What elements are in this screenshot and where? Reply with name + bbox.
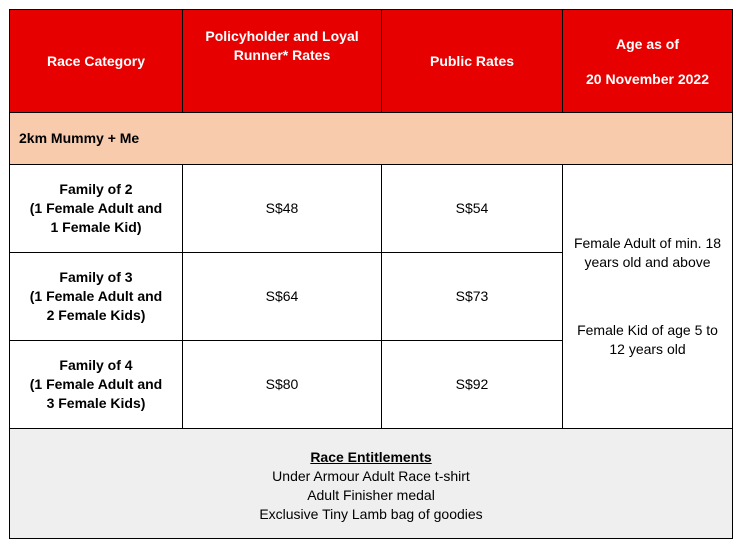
entitlements-cell (10, 429, 733, 539)
race-category-cell: Family of 3 (1 Female Adult and 2 Female Kids) (10, 253, 183, 341)
race-pricing-table (9, 9, 733, 539)
policyholder-rate-cell: S$64 (183, 253, 382, 341)
header-public-rates: Public Rates (382, 10, 563, 113)
entitlement-item: Exclusive Tiny Lamb bag of goodies (259, 506, 483, 522)
entitlements-row (10, 429, 733, 539)
public-rate-cell: S$54 (382, 165, 563, 253)
race-category-cell: Family of 2 (1 Female Adult and 1 Female Kid) (10, 165, 183, 253)
age-requirement-cell (563, 165, 733, 429)
kid-age-line2: 12 years old (609, 341, 686, 357)
table-row (10, 165, 733, 253)
adult-age-line2: years old and above (584, 254, 711, 270)
entitlement-item: Under Armour Adult Race t-shirt (272, 468, 470, 484)
entitlements-title: Race Entitlements (310, 449, 432, 465)
header-policyholder-rates: Policyholder and Loyal Runner* Rates (183, 10, 382, 113)
kid-age-line1: Female Kid of age 5 to (577, 322, 718, 338)
entitlement-item: Adult Finisher medal (307, 487, 435, 503)
header-age: Age as of 20 November 2022 (563, 10, 733, 113)
section-row (10, 113, 733, 165)
policyholder-rate-cell: S$80 (183, 341, 382, 429)
race-category-cell: Family of 4 (1 Female Adult and 3 Female Kids) (10, 341, 183, 429)
public-rate-cell: S$73 (382, 253, 563, 341)
adult-age-line1: Female Adult of min. 18 (573, 235, 722, 251)
table-header-row (10, 10, 733, 113)
policyholder-rate-cell: S$48 (183, 165, 382, 253)
section-title: 2km Mummy + Me (10, 113, 733, 165)
header-race-category: Race Category (10, 10, 183, 113)
public-rate-cell: S$92 (382, 341, 563, 429)
